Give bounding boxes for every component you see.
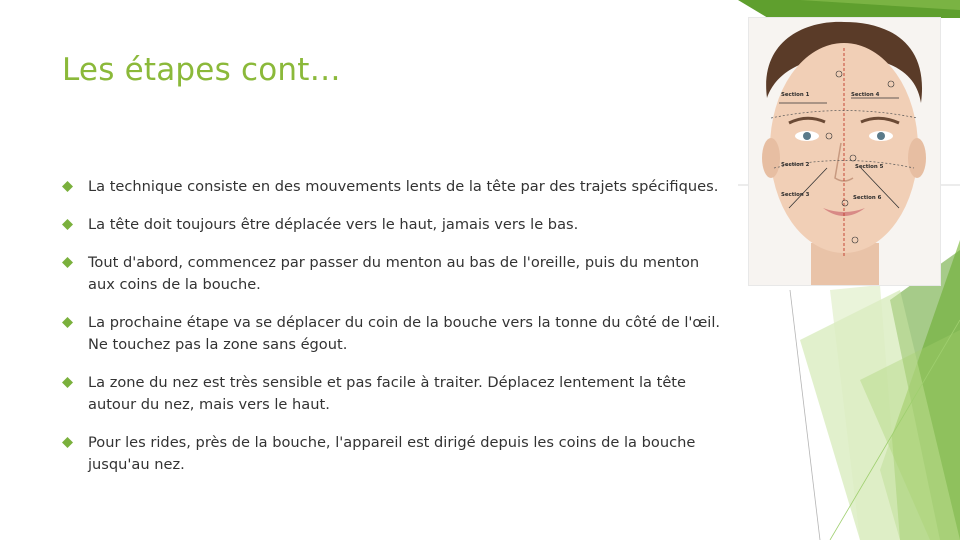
diamond-bullet-icon: [62, 437, 73, 448]
diamond-bullet-icon: [62, 257, 73, 268]
section-label: Section 1: [781, 92, 810, 98]
face-diagram-image: [748, 17, 941, 286]
bullet-item: [62, 312, 722, 356]
bullet-text: La zone du nez est très sensible et pas facile à traiter. Déplacez lentement la tête autour du nez, mais vers le haut.: [88, 374, 687, 413]
section-label: Section 4: [851, 92, 880, 98]
bullet-item: [62, 214, 722, 236]
bullet-list: [62, 176, 722, 476]
bullet-text: La tête doit toujours être déplacée vers le haut, jamais vers le bas.: [88, 216, 579, 233]
bullet-text: La technique consiste en des mouvements lents de la tête par des trajets spécifiques.: [88, 178, 719, 195]
bullet-item: [62, 252, 722, 296]
bullet-item: [62, 372, 722, 416]
diamond-bullet-icon: [62, 219, 73, 230]
section-label: Section 2: [781, 162, 810, 168]
bullet-text: Tout d'abord, commencez par passer du menton au bas de l'oreille, puis du menton aux coins de la bouche.: [88, 254, 700, 293]
diamond-bullet-icon: [62, 317, 73, 328]
slide-title: Les étapes cont…: [62, 52, 341, 88]
diamond-bullet-icon: [62, 377, 73, 388]
bullet-text: Pour les rides, près de la bouche, l'appareil est dirigé depuis les coins de la bouche jusqu'au nez.: [88, 434, 696, 473]
bullet-item: [62, 432, 722, 476]
diamond-bullet-icon: [62, 181, 73, 192]
section-label: Section 6: [853, 195, 882, 201]
section-label: Section 3: [781, 192, 810, 198]
bullet-text: La prochaine étape va se déplacer du coin de la bouche vers la tonne du côté de l'œil. Ne touchez pas la zone sans égout.: [88, 314, 721, 353]
bullet-item: [62, 176, 722, 198]
section-label: Section 5: [855, 164, 884, 170]
